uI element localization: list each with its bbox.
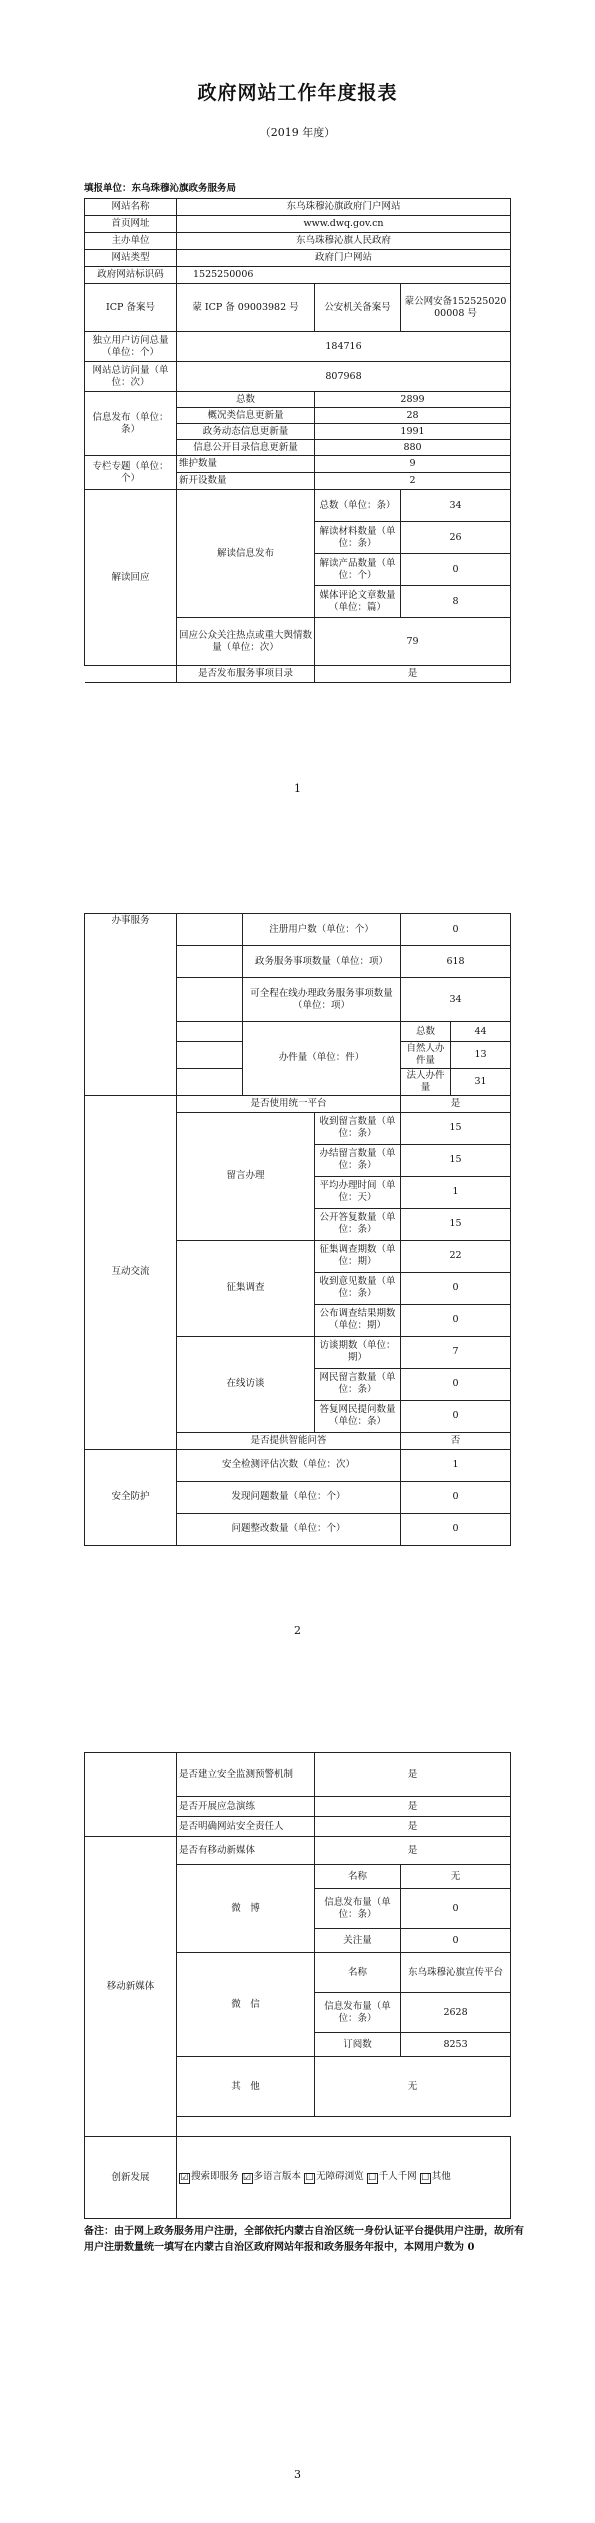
msg-received-label: 收到留言数量（单位：条） [315, 1112, 401, 1144]
msg-done-label: 办结留言数量（单位：条） [315, 1144, 401, 1176]
cases-natural-label: 自然人办件量 [401, 1042, 451, 1069]
registered-users-label: 注册用户数（单位：个） [243, 914, 401, 946]
wechat-name-label: 名称 [315, 1953, 401, 1993]
checkbox-search-service[interactable]: ☑ [180, 2173, 189, 2183]
unified-platform-value: 是 [401, 1095, 511, 1112]
survey-count-label: 征集调查期数（单位：期） [315, 1240, 401, 1272]
interview-messages-label: 网民留言数量（单位：条） [315, 1368, 401, 1400]
site-name-value: 东乌珠穆沁旗政府门户网站 [177, 199, 511, 216]
info-overview-value: 28 [315, 408, 511, 424]
interp-media-label: 媒体评论文章数量（单位：篇） [315, 586, 401, 618]
online-items-value: 34 [401, 978, 511, 1022]
site-name-label: 网站名称 [85, 199, 177, 216]
table-page-2 [84, 913, 511, 1546]
online-interview-label: 在线访谈 [177, 1336, 315, 1432]
wechat-subs-value: 8253 [401, 2033, 511, 2057]
msg-public-value: 15 [401, 1208, 511, 1240]
innovation-options [177, 2137, 511, 2219]
site-id-value: 1525250006 [177, 267, 511, 284]
has-new-media-value: 是 [315, 1837, 511, 1865]
page-views-label: 网站总访问量（单位：次） [85, 362, 177, 392]
interp-total-label: 总数（单位：条） [315, 490, 401, 522]
option-multilingual: 多语言版本 [253, 2171, 302, 2182]
new-media-label: 移动新媒体 [85, 1837, 177, 2137]
interview-answers-value: 0 [401, 1400, 511, 1432]
home-url-value: www.dwq.gov.cn [177, 216, 511, 233]
issues-fixed-label: 问题整改数量（单位：个） [177, 1513, 401, 1545]
filing-unit: 填报单位：东乌珠穆沁旗政务服务局 [84, 183, 237, 194]
msg-time-label: 平均办理时间（单位：天） [315, 1176, 401, 1208]
service-label: 办事服务 [85, 914, 177, 1096]
security-label: 安全防护 [85, 1449, 177, 1545]
monitoring-value: 是 [315, 1753, 511, 1797]
other-media-value: 无 [315, 2057, 511, 2117]
columns-new-label: 新开设数量 [177, 473, 315, 490]
survey-label: 征集调查 [177, 1240, 315, 1336]
option-personalized: 千人千网 [378, 2171, 417, 2182]
site-id-label: 政府网站标识码 [85, 267, 177, 284]
columns-maintained-label: 维护数量 [177, 456, 315, 473]
info-dynamic-label: 政务动态信息更新量 [177, 424, 315, 440]
interp-product-value: 0 [401, 554, 511, 586]
wechat-label: 微 信 [177, 1953, 315, 2057]
interp-material-label: 解读材料数量（单位：条） [315, 522, 401, 554]
message-handling-label: 留言办理 [177, 1112, 315, 1240]
online-items-label: 可全程在线办理政务服务事项数量（单位：项） [243, 978, 401, 1022]
info-overview-label: 概况类信息更新量 [177, 408, 315, 424]
unique-visitors-value: 184716 [177, 332, 511, 362]
security-tests-value: 1 [401, 1449, 511, 1481]
checkbox-accessibility[interactable]: ☐ [305, 2173, 314, 2183]
survey-opinions-label: 收到意见数量（单位：条） [315, 1272, 401, 1304]
smart-qa-label: 是否提供智能问答 [177, 1432, 401, 1449]
table-page-3 [84, 1752, 511, 2219]
unique-visitors-label: 独立用户访问总量（单位：个） [85, 332, 177, 362]
weibo-posts-label: 信息发布量（单位：条） [315, 1889, 401, 1929]
checkbox-other[interactable]: ☐ [421, 2173, 430, 2183]
page-number-1: 1 [294, 782, 301, 795]
option-search-service: 搜索即服务 [191, 2171, 239, 2182]
table-page-1 [84, 198, 511, 683]
columns-new-value: 2 [315, 473, 511, 490]
issues-fixed-value: 0 [401, 1513, 511, 1545]
issues-found-label: 发现问题数量（单位：个） [177, 1481, 401, 1513]
info-disclosure-value: 880 [315, 440, 511, 456]
hotspot-response-value: 79 [315, 618, 511, 666]
info-total-value: 2899 [315, 392, 511, 408]
police-value: 蒙公网安备15252502000008 号 [401, 284, 511, 332]
home-url-label: 首页网址 [85, 216, 177, 233]
info-total-label: 总数 [177, 392, 315, 408]
service-catalog-value: 是 [315, 666, 511, 683]
survey-count-value: 22 [401, 1240, 511, 1272]
columns-maintained-value: 9 [315, 456, 511, 473]
report-year: （2019 年度） [259, 126, 336, 139]
interp-media-value: 8 [401, 586, 511, 618]
unified-platform-label: 是否使用统一平台 [177, 1095, 401, 1112]
survey-results-label: 公布调查结果期数（单位：期） [315, 1304, 401, 1336]
interaction-label: 互动交流 [85, 1095, 177, 1449]
survey-results-value: 0 [401, 1304, 511, 1336]
msg-received-value: 15 [401, 1112, 511, 1144]
security-tests-label: 安全检测评估次数（单位：次） [177, 1449, 401, 1481]
checkbox-multilingual[interactable]: ☑ [243, 2173, 252, 2183]
columns-label: 专栏专题（单位：个） [85, 456, 177, 490]
responsible-value: 是 [315, 1817, 511, 1837]
page-number-3: 3 [294, 2468, 301, 2481]
info-disclosure-label: 信息公开目录信息更新量 [177, 440, 315, 456]
page-number-2: 2 [294, 1624, 301, 1637]
weibo-label: 微 博 [177, 1865, 315, 1953]
weibo-followers-value: 0 [401, 1929, 511, 1953]
interpretation-label: 解读信息发布 [177, 490, 315, 618]
interp-material-value: 26 [401, 522, 511, 554]
interp-total-value: 34 [401, 490, 511, 522]
footnote: 备注：由于网上政务服务用户注册，全部依托内蒙古自治区统一身份认证平台提供用户注册，故所有用户注册数量统一填写在内蒙古自治区政府网站年报和政务服务年报中，本网用户数为 0 [84, 2226, 524, 2253]
hotspot-response-label: 回应公众关注热点或重大舆情数量（单位：次） [177, 618, 315, 666]
wechat-name-value: 东乌珠穆沁旗宣传平台 [401, 1953, 511, 1993]
host-org-label: 主办单位 [85, 233, 177, 250]
icp-label: ICP 备案号 [85, 284, 177, 332]
weibo-name-value: 无 [401, 1865, 511, 1889]
drill-value: 是 [315, 1797, 511, 1817]
weibo-followers-label: 关注量 [315, 1929, 401, 1953]
icp-value: 蒙 ICP 备 09003982 号 [177, 284, 315, 332]
cases-label: 办件量（单位：件） [243, 1022, 401, 1096]
police-label: 公安机关备案号 [315, 284, 401, 332]
smart-qa-value: 否 [401, 1432, 511, 1449]
interp-product-label: 解读产品数量（单位：个） [315, 554, 401, 586]
cases-total-value: 44 [451, 1022, 511, 1042]
checkbox-personalized[interactable]: ☐ [368, 2173, 377, 2183]
wechat-subs-label: 订阅数 [315, 2033, 401, 2057]
other-media-label: 其 他 [177, 2057, 315, 2117]
wechat-posts-label: 信息发布量（单位：条） [315, 1993, 401, 2033]
page-views-value: 807968 [177, 362, 511, 392]
interview-count-label: 访谈期数（单位：期） [315, 1336, 401, 1368]
survey-opinions-value: 0 [401, 1272, 511, 1304]
drill-label: 是否开展应急演练 [177, 1797, 315, 1817]
msg-public-label: 公开答复数量（单位：条） [315, 1208, 401, 1240]
cases-legal-value: 31 [451, 1068, 511, 1095]
issues-found-value: 0 [401, 1481, 511, 1513]
info-publish-label: 信息发布（单位：条） [85, 392, 177, 456]
weibo-posts-value: 0 [401, 1889, 511, 1929]
info-dynamic-value: 1991 [315, 424, 511, 440]
site-type-value: 政府门户网站 [177, 250, 511, 267]
service-catalog-label: 是否发布服务事项目录 [177, 666, 315, 683]
responsible-label: 是否明确网站安全责任人 [177, 1817, 315, 1837]
cases-total-label: 总数 [401, 1022, 451, 1042]
msg-done-value: 15 [401, 1144, 511, 1176]
response-label: 解读回应 [85, 490, 177, 666]
site-type-label: 网站类型 [85, 250, 177, 267]
interview-answers-label: 答复网民提问数量（单位：条） [315, 1400, 401, 1432]
option-accessibility: 无障碍浏览 [316, 2171, 364, 2182]
option-other: 其他 [431, 2171, 451, 2182]
host-org-value: 东乌珠穆沁旗人民政府 [177, 233, 511, 250]
report-title: 政府网站工作年度报表 [197, 82, 398, 104]
monitoring-label: 是否建立安全监测预警机制 [177, 1753, 315, 1797]
registered-users-value: 0 [401, 914, 511, 946]
has-new-media-label: 是否有移动新媒体 [177, 1837, 315, 1865]
cases-natural-value: 13 [451, 1042, 511, 1069]
interview-messages-value: 0 [401, 1368, 511, 1400]
service-items-value: 618 [401, 946, 511, 978]
wechat-posts-value: 2628 [401, 1993, 511, 2033]
innovation-label: 创新发展 [85, 2137, 177, 2219]
weibo-name-label: 名称 [315, 1865, 401, 1889]
msg-time-value: 1 [401, 1176, 511, 1208]
service-items-label: 政务服务事项数量（单位：项） [243, 946, 401, 978]
cases-legal-label: 法人办件量 [401, 1068, 451, 1095]
interview-count-value: 7 [401, 1336, 511, 1368]
